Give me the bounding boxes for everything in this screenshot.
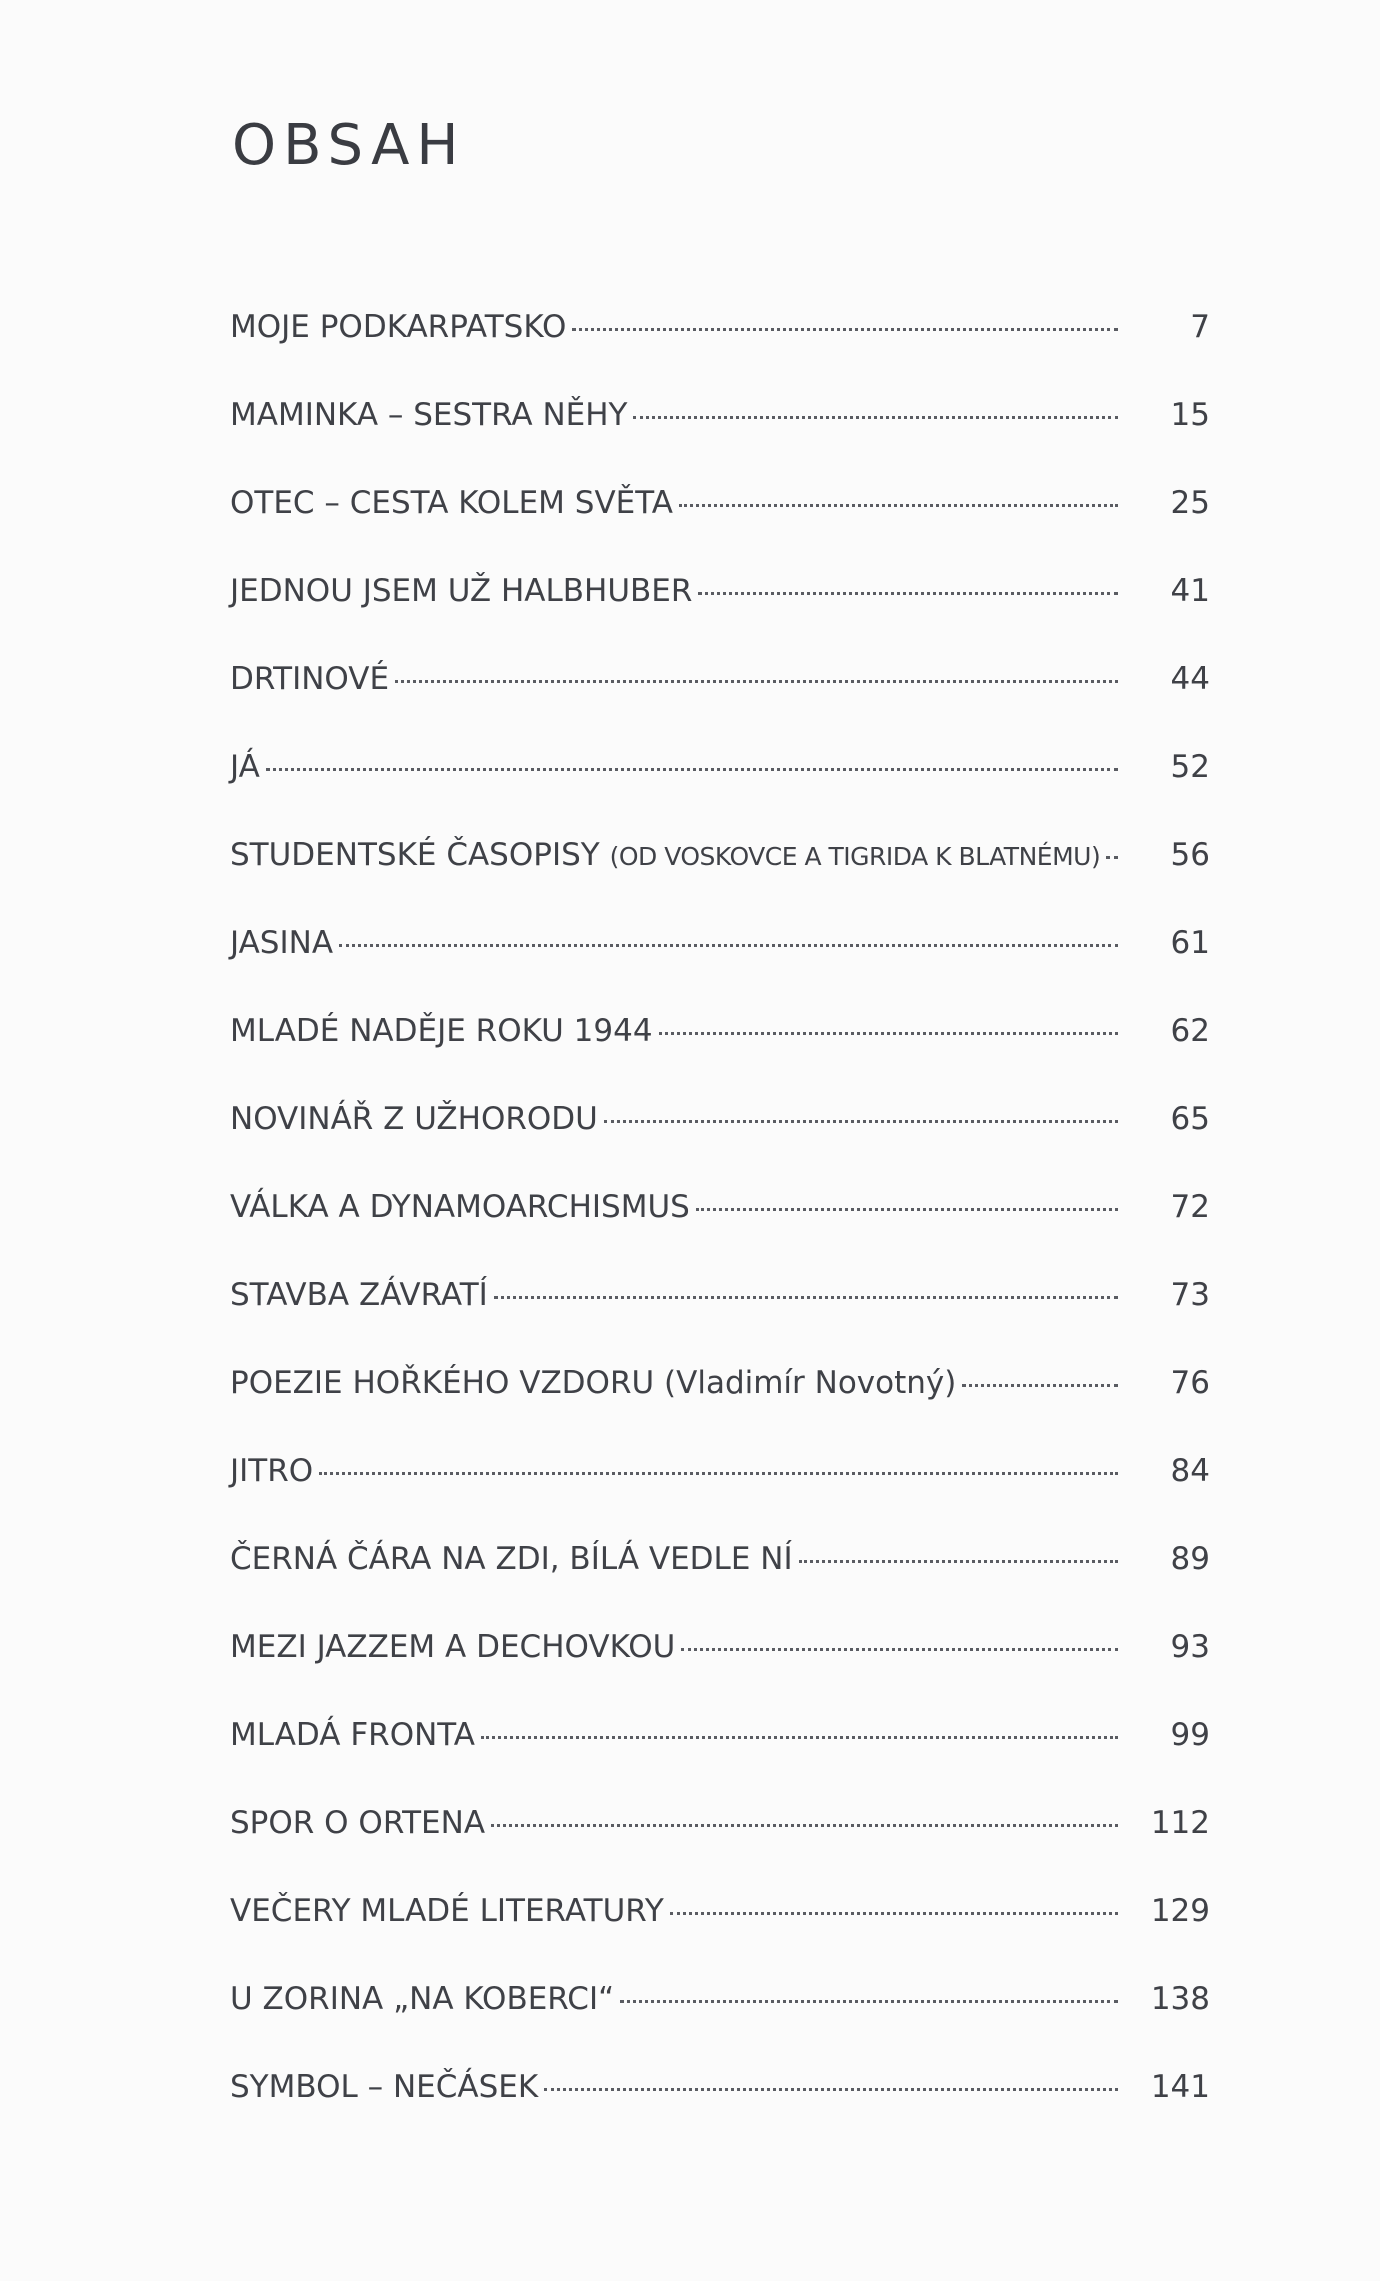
toc-entry[interactable] bbox=[230, 481, 1210, 569]
toc-entry-title: ČERNÁ ČÁRA NA ZDI, BÍLÁ VEDLE NÍ bbox=[230, 1541, 793, 1577]
toc-entry[interactable] bbox=[230, 1097, 1210, 1185]
toc-entry-title: JITRO bbox=[230, 1453, 314, 1489]
toc-entry[interactable] bbox=[230, 569, 1210, 657]
toc-entry-title: JASINA bbox=[230, 925, 334, 961]
toc-entry[interactable] bbox=[230, 1009, 1210, 1097]
toc-entry-page: 138 bbox=[1150, 1981, 1210, 2017]
dot-leader bbox=[572, 328, 1118, 331]
toc-entry-page: 44 bbox=[1170, 661, 1210, 697]
dot-leader bbox=[604, 1120, 1118, 1123]
toc-entry-page: 61 bbox=[1170, 925, 1210, 961]
dot-leader bbox=[266, 768, 1118, 771]
dot-leader bbox=[679, 504, 1118, 507]
toc-entry[interactable] bbox=[230, 1977, 1210, 2065]
toc-entry-page: 72 bbox=[1170, 1189, 1210, 1225]
dot-leader bbox=[696, 1208, 1118, 1211]
toc-entry-title: MLADÉ NADĚJE ROKU 1944 bbox=[230, 1013, 653, 1049]
dot-leader bbox=[339, 944, 1118, 947]
page-title: OBSAH bbox=[232, 113, 466, 178]
toc-entry[interactable] bbox=[230, 1361, 1210, 1449]
toc-entry-title: VEČERY MLADÉ LITERATURY bbox=[230, 1893, 664, 1929]
toc-entry-title: MOJE PODKARPATSKO bbox=[230, 309, 567, 345]
toc-entry-page: 65 bbox=[1170, 1101, 1210, 1137]
toc-entry-page: 99 bbox=[1170, 1717, 1210, 1753]
toc-entry-title: VÁLKA A DYNAMOARCHISMUS bbox=[230, 1189, 690, 1225]
toc-entry[interactable] bbox=[230, 745, 1210, 833]
toc-entry-page: 41 bbox=[1170, 573, 1210, 609]
toc-entry-title: SYMBOL – NEČÁSEK bbox=[230, 2069, 539, 2105]
toc-entry[interactable] bbox=[230, 1185, 1210, 1273]
toc-entry-page: 76 bbox=[1170, 1365, 1210, 1401]
dot-leader bbox=[491, 1824, 1118, 1827]
dot-leader bbox=[962, 1384, 1118, 1387]
dot-leader bbox=[319, 1472, 1118, 1475]
dot-leader bbox=[633, 416, 1118, 419]
toc-entry-page: 56 bbox=[1170, 837, 1210, 873]
dot-leader bbox=[544, 2088, 1118, 2091]
toc-entry-title: DRTINOVÉ bbox=[230, 661, 390, 697]
toc-entry-page: 52 bbox=[1170, 749, 1210, 785]
dot-leader bbox=[395, 680, 1118, 683]
toc-entry[interactable] bbox=[230, 1449, 1210, 1537]
toc-entry[interactable] bbox=[230, 1537, 1210, 1625]
dot-leader bbox=[481, 1736, 1118, 1739]
dot-leader bbox=[670, 1912, 1118, 1915]
toc-entry-page: 7 bbox=[1190, 309, 1210, 345]
toc-entry[interactable] bbox=[230, 2065, 1210, 2153]
toc-entry-title: POEZIE HOŘKÉHO VZDORU (Vladimír Novotný) bbox=[230, 1365, 957, 1401]
toc-entry[interactable] bbox=[230, 833, 1210, 921]
dot-leader bbox=[1106, 856, 1118, 859]
toc-entry-title: JEDNOU JSEM UŽ HALBHUBER bbox=[230, 573, 693, 609]
toc-entry-main-title: STUDENTSKÉ ČASOPISY bbox=[230, 837, 600, 873]
toc-entry-page: 93 bbox=[1170, 1629, 1210, 1665]
toc-entry[interactable] bbox=[230, 657, 1210, 745]
toc-entry-title: NOVINÁŘ Z UŽHORODU bbox=[230, 1101, 598, 1137]
toc-entry-page: 84 bbox=[1170, 1453, 1210, 1489]
toc-entry-title: OTEC – CESTA KOLEM SVĚTA bbox=[230, 485, 673, 521]
toc-entry-title: MEZI JAZZEM A DECHOVKOU bbox=[230, 1629, 676, 1665]
toc-entry-subtitle: (OD VOSKOVCE A TIGRIDA K BLATNÉMU) bbox=[609, 842, 1101, 871]
dot-leader bbox=[799, 1560, 1118, 1563]
toc-entry-page: 25 bbox=[1170, 485, 1210, 521]
toc-entry-page: 15 bbox=[1170, 397, 1210, 433]
toc-entry[interactable] bbox=[230, 1889, 1210, 1977]
toc-entry-title bbox=[230, 833, 1100, 879]
toc-entry-title: MAMINKA – SESTRA NĚHY bbox=[230, 397, 628, 433]
toc-entry-page: 141 bbox=[1150, 2069, 1210, 2105]
toc-entry-page: 73 bbox=[1170, 1277, 1210, 1313]
toc-entry-title: STAVBA ZÁVRATÍ bbox=[230, 1277, 488, 1313]
toc-entry[interactable] bbox=[230, 305, 1210, 393]
toc-entry-page: 89 bbox=[1170, 1541, 1210, 1577]
dot-leader bbox=[494, 1296, 1118, 1299]
table-of-contents bbox=[230, 305, 1210, 2153]
toc-entry-page: 129 bbox=[1150, 1893, 1210, 1929]
toc-entry-page: 112 bbox=[1150, 1805, 1210, 1841]
dot-leader bbox=[620, 2000, 1118, 2003]
toc-entry[interactable] bbox=[230, 1801, 1210, 1889]
toc-entry[interactable] bbox=[230, 1713, 1210, 1801]
toc-entry[interactable] bbox=[230, 1625, 1210, 1713]
dot-leader bbox=[681, 1648, 1118, 1651]
toc-entry[interactable] bbox=[230, 393, 1210, 481]
toc-entry[interactable] bbox=[230, 1273, 1210, 1361]
toc-entry[interactable] bbox=[230, 921, 1210, 1009]
toc-entry-page: 62 bbox=[1170, 1013, 1210, 1049]
toc-entry-title: MLADÁ FRONTA bbox=[230, 1717, 476, 1753]
toc-entry-title: JÁ bbox=[230, 749, 260, 785]
dot-leader bbox=[659, 1032, 1118, 1035]
toc-entry-title: U ZORINA „NA KOBERCI“ bbox=[230, 1981, 615, 2017]
toc-entry-title: SPOR O ORTENA bbox=[230, 1805, 486, 1841]
dot-leader bbox=[698, 592, 1118, 595]
